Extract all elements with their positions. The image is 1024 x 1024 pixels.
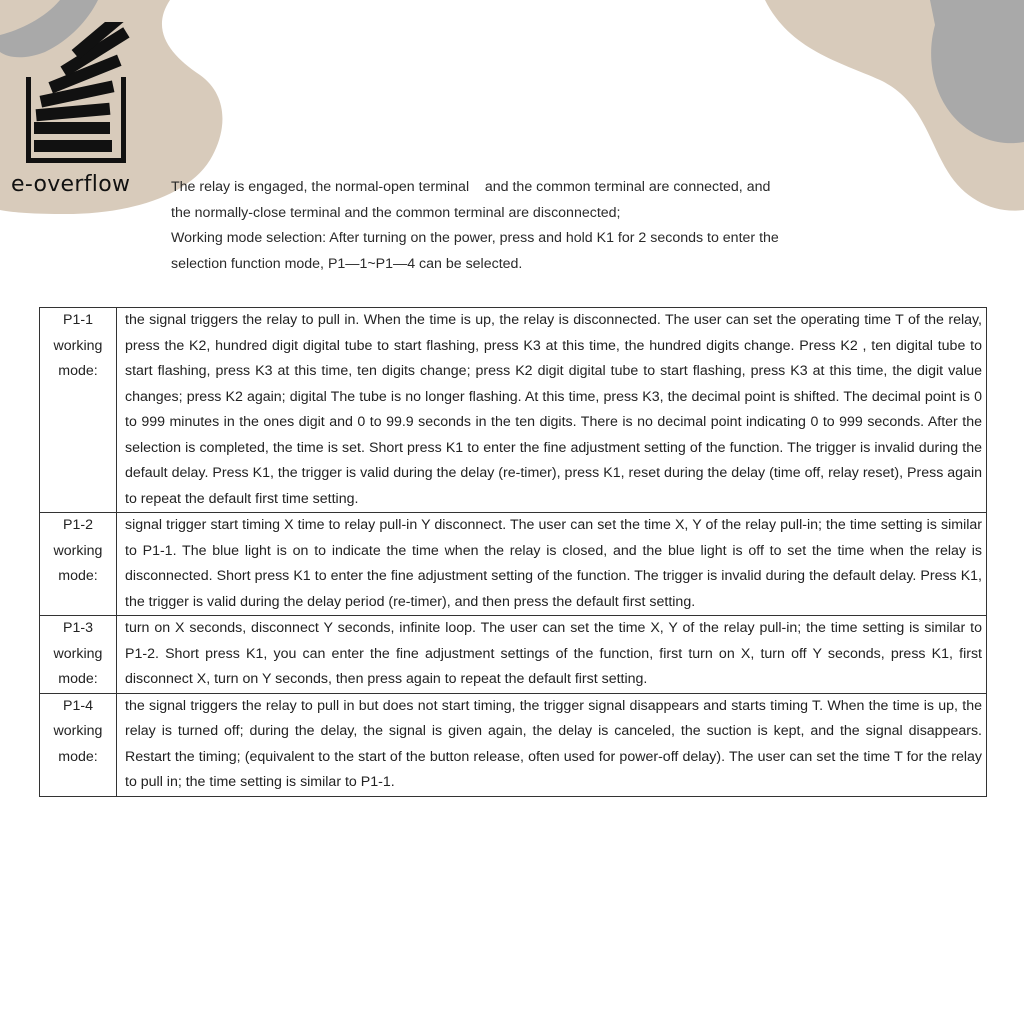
mode-label-cell: [40, 693, 117, 796]
table-row: [40, 308, 987, 513]
mode-label-cell: [40, 308, 117, 513]
mode-code: P1-4: [63, 697, 93, 714]
intro-line: selection function mode, P1—1~P1—4 can be selected.: [171, 255, 523, 272]
mode-label-working: working: [53, 645, 103, 662]
e-overflow-logo-icon: [24, 22, 134, 167]
mode-label-mode: mode:: [58, 363, 98, 379]
intro-line: Working mode selection: After turning on the power, press and hold K1 for 2 seconds to enter the: [171, 230, 779, 247]
intro-line: The relay is engaged, the normal-open terminal and the common terminal are connected, and: [171, 179, 771, 195]
working-modes-table: [39, 307, 987, 797]
mode-label-working: working: [53, 337, 103, 354]
mode-label-cell: [40, 616, 117, 694]
table-row: [40, 693, 987, 796]
mode-code: P1-2: [63, 517, 93, 533]
gray-blob-top-right: [900, 0, 1024, 150]
mode-description: the signal triggers the relay to pull in but does not start timing, the trigger signal disappears and starts timing T. When the time is up, the relay is turned off; during the delay, the signal is given again, the delay is canceled, the suction is kept, and the signal disappears. Restart the timing; (equivalent to the start of the button release, often used for power-off delay). The user can set the time T for the relay to pull in; the time setting is similar to P1-1.: [117, 693, 987, 796]
mode-label-mode: mode:: [58, 671, 98, 687]
mode-label-cell: [40, 513, 117, 616]
intro-line: the normally-close terminal and the common terminal are disconnected;: [171, 204, 621, 221]
intro-text: [171, 175, 871, 277]
table-row: [40, 513, 987, 616]
mode-code: P1-3: [63, 620, 93, 636]
mode-code: P1-1: [63, 312, 93, 328]
mode-label-working: working: [53, 723, 103, 739]
mode-description: the signal triggers the relay to pull in. When the time is up, the relay is disconnected. The user can set the operating time T of the relay, press the K2, hundred digit digital tube to start flashing, press K3 at this time, the hundred digits change. Press K2 , ten digital tube to start flashing, press K3 at this time, ten digits change; press K2 digit digital tube to start flashing, press K3 at this time, the digit value changes; press K2 again; digital The tube is no longer flashing. At this time, press K3, the decimal point is shifted. The decimal point is 0 to 999 minutes in the ones digit and 0 to 99.9 seconds in the ten digits. There is no decimal point indicating 0 to 999 seconds. After the selection is completed, the time is set. Short press K1 to enter the fine adjustment setting of the function. The trigger is invalid during the default delay. Press K1, the trigger is valid during the delay (re-timer), press K1, reset during the delay (time off, relay reset), Press again to repeat the default first time setting.: [117, 308, 987, 513]
table-row: [40, 616, 987, 694]
mode-label-working: working: [53, 542, 103, 559]
mode-label-mode: mode:: [58, 568, 98, 584]
brand-name: e-overflow: [11, 172, 131, 197]
mode-label-mode: mode:: [58, 748, 98, 765]
mode-description: turn on X seconds, disconnect Y seconds, infinite loop. The user can set the time X, Y of the relay pull-in; the time setting is similar to P1-2. Short press K1, you can enter the fine adjustment settings of the function, first turn on X, turn off Y seconds, press K1, first disconnect X, turn on Y seconds, then press again to repeat the default first setting.: [117, 616, 987, 694]
mode-description: signal trigger start timing X time to relay pull-in Y disconnect. The user can set the time X, Y of the relay pull-in; the time setting is similar to P1-1. The blue light is on to indicate the time when the relay is closed, and the blue light is off to set the time when the relay is disconnected. Short press K1 to enter the fine adjustment setting of the function. The trigger is invalid during the default delay. Press K1, the trigger is valid during the delay period (re-timer), and then press the default first setting.: [117, 513, 987, 616]
